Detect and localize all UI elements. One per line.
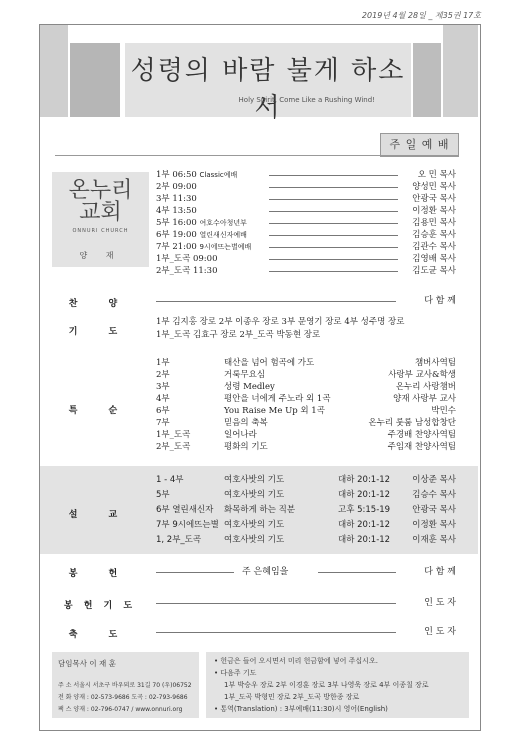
special-row: 1부 태산을 넘어 험곡에 가도 챔버사역팀 [156, 358, 456, 368]
special-row: 3부 성령 Medley 온누리 사랑챔버 [156, 382, 456, 392]
issue-date: 2019년 4월 28일 _ 제35권 17호 [361, 11, 481, 20]
campus-label: 양 재 [79, 251, 122, 260]
notice-line: • 통역(Translation) : 3부예배(11:30)시 영어(English) [214, 705, 388, 713]
offering-prayer-row: 인 도 자 [156, 598, 456, 609]
hymn-row: 다 함 께 [156, 296, 456, 307]
special-row: 7부 믿음의 축복 온누리 룻룸 남성합창단 [156, 418, 456, 428]
banner-block [413, 43, 441, 117]
prayer-line: 1부_도곡 김효구 장로 2부_도곡 박동현 장로 [156, 330, 321, 340]
service-row: 7부 21:00 9시에뜨는별예배 김관수 목사 [156, 242, 456, 252]
prayer-label: 기 도 [68, 327, 132, 337]
divider [55, 155, 458, 156]
service-row: 2부 09:00 양성민 목사 [156, 182, 456, 192]
special-row: 6부 You Raise Me Up 외 1곡 박민수 [156, 406, 456, 416]
sermon-label: 설 교 [68, 510, 132, 520]
banner-block [70, 43, 120, 117]
banner-block [443, 25, 478, 117]
logo-subtext: ONNURI CHURCH [72, 228, 129, 234]
service-row: 3부 11:30 안광국 목사 [156, 194, 456, 204]
offering-prayer-label: 봉 헌 기 도 [63, 601, 137, 611]
church-fax: 팩 스 양재 : 02-796-0747 / www.onnuri.org [58, 706, 183, 713]
notice-line: • 헌금은 들어 오시면서 미리 헌금함에 넣어 주십시오. [214, 657, 378, 665]
church-phone: 전 화 양재 : 02-573-9686 도곡 : 02-793-9686 [58, 694, 188, 701]
pastor-name: 담임목사 이 재 훈 [58, 659, 116, 668]
hymn-label: 찬 양 [68, 299, 132, 309]
offering-row: 주 은혜임을 다 함 께 [156, 566, 456, 578]
sermon-row: 5부 여호사밧의 기도 대하 20:1-12 김승수 목사 [156, 490, 456, 500]
notice-line: • 다음주 기도 [214, 669, 257, 677]
benediction-row: 인 도 자 [156, 627, 456, 638]
page-title: 성령의 바람 불게 하소서 [130, 56, 406, 123]
service-row: 5부 16:00 여호수아청년부 김용민 목사 [156, 218, 456, 228]
sermon-row: 7부 9시에뜨는별 여호사밧의 기도 대하 20:1-12 이정환 목사 [156, 520, 456, 530]
service-row: 6부 19:00 열린새신자예배 김승훈 목사 [156, 230, 456, 240]
section-tab: 주 일 예 배 [380, 133, 459, 157]
benediction-label: 축 도 [68, 630, 132, 640]
notice-line: 1부 박승우 장로 2부 이경훈 장로 3부 나영욱 장로 4부 이종칠 장로 [224, 681, 429, 689]
page-subtitle: Holy Spirit, Come Like a Rushing Wind! [238, 96, 375, 104]
sermon-row: 1 - 4부 여호사밧의 기도 대하 20:1-12 이상준 목사 [156, 475, 456, 485]
service-row: 1부 06:50 Classic예배 오 민 목사 [156, 170, 456, 180]
special-row: 4부 평안을 너에게 주노라 외 1곡 양재 사랑부 교사 [156, 394, 456, 404]
logo-text: 온누리 교회 [68, 178, 133, 225]
service-row: 4부 13:50 이정환 목사 [156, 206, 456, 216]
service-row: 1부_도곡 09:00 김영배 목사 [156, 254, 456, 264]
special-row: 2부_도곡 평화의 기도 주임재 찬양사역팀 [156, 442, 456, 452]
sermon-row: 1, 2부_도곡 여호사밧의 기도 대하 20:1-12 이재훈 목사 [156, 535, 456, 545]
offering-label: 봉 헌 [68, 569, 132, 579]
special-row: 1부_도곡 일어나라 주경배 찬양사역팀 [156, 430, 456, 440]
sermon-row: 6부 열린새신자 화목하게 하는 직분 고후 5:15-19 안광국 목사 [156, 505, 456, 515]
service-row: 2부_도곡 11:30 김도균 목사 [156, 266, 456, 276]
notice-line: 1부_도곡 박형민 장로 2부_도곡 방한종 장로 [224, 693, 360, 701]
banner-block [40, 25, 68, 117]
prayer-line: 1부 김지홍 장로 2부 이종우 장로 3부 문영기 장로 4부 성주명 장로 [156, 317, 405, 327]
church-address: 주 소 서울시 서초구 바우뫼로 31길 70 (우)06752 [58, 682, 192, 689]
special-row: 2부 거룩무요심 사랑부 교사&학생 [156, 370, 456, 380]
special-label: 특 순 [68, 406, 132, 416]
